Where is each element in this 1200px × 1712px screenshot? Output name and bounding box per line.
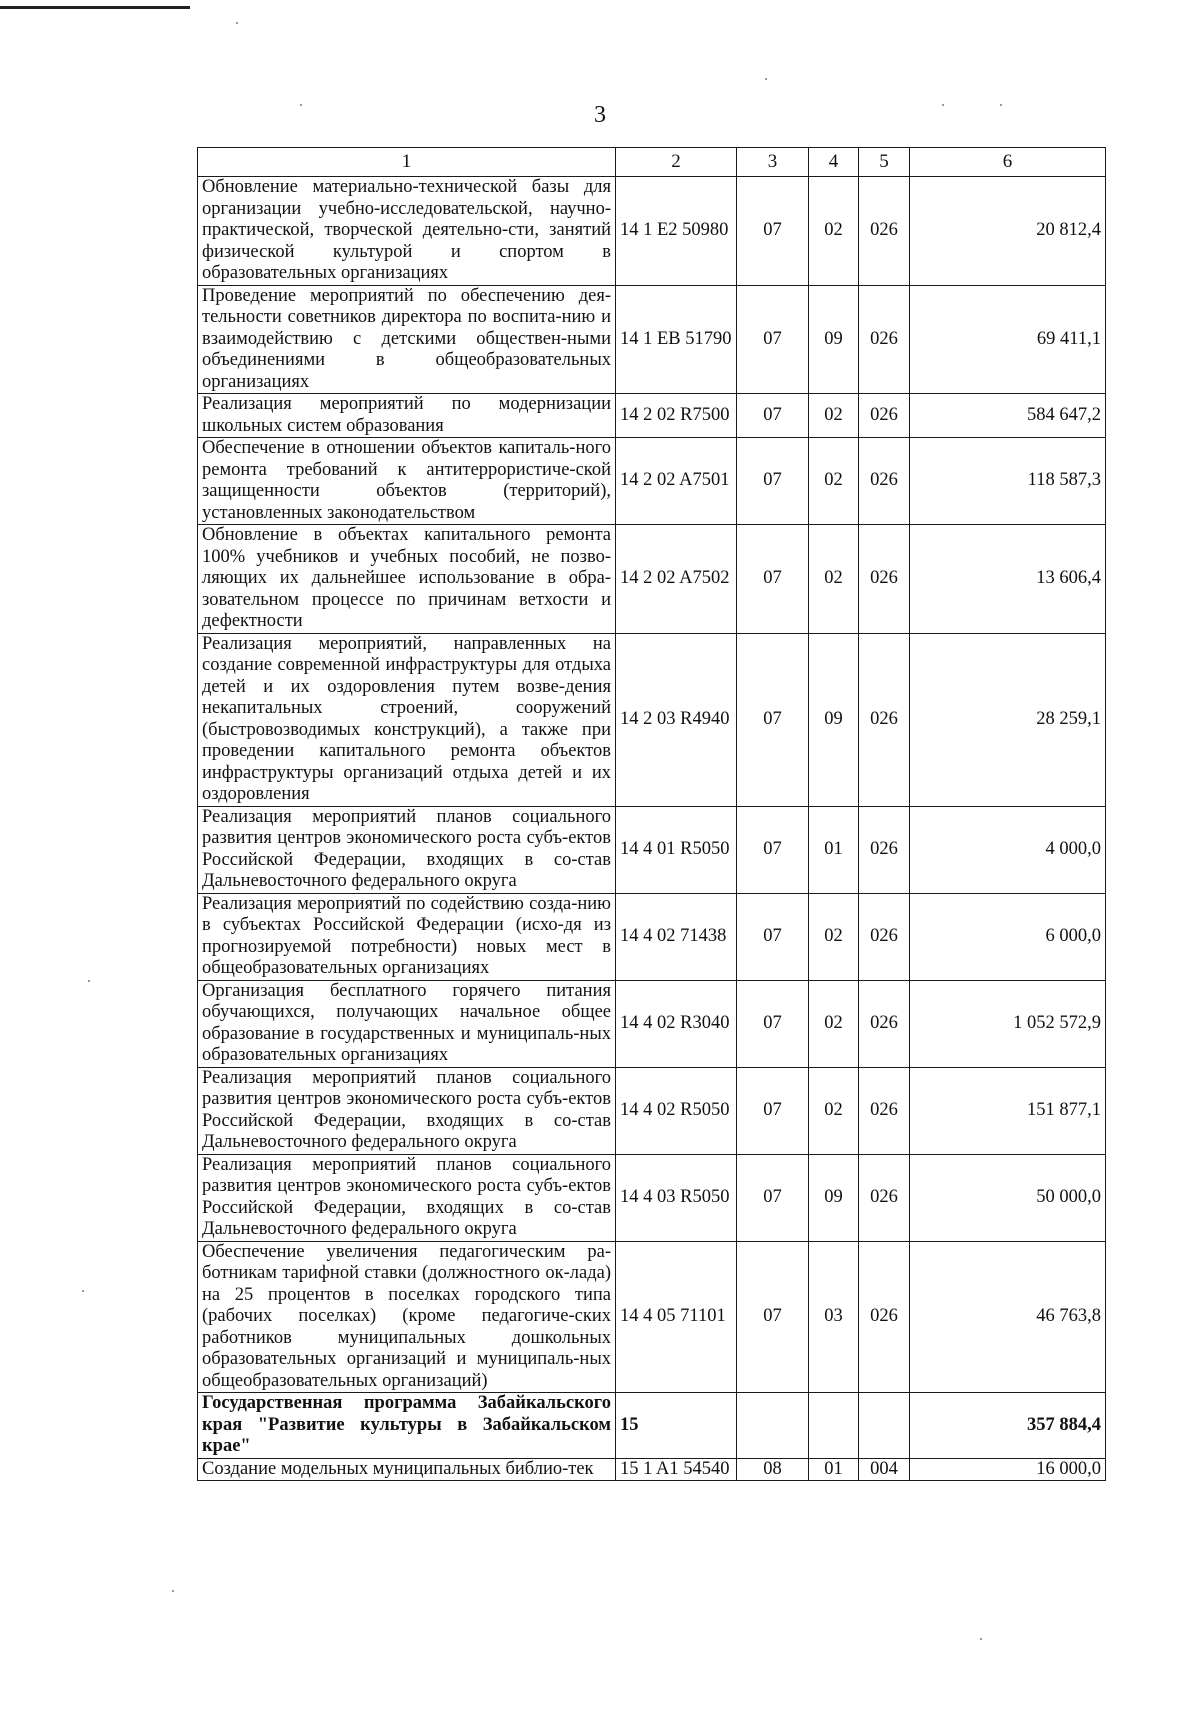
row-amount-cell: 357 884,4 [910, 1393, 1106, 1459]
row-name-cell: Проведение мероприятий по обеспечению дея-тельности советников директора по воспита-нию и взаимодействию с детскими обществен-ными объединениями в общеобразовательных организациях [198, 285, 616, 394]
column-header: 3 [737, 148, 809, 177]
row-name-cell: Создание модельных муниципальных библио-тек [198, 1458, 616, 1481]
row-code-cell: 14 4 02 R3040 [616, 980, 737, 1067]
table-row [198, 394, 1106, 438]
row-subsection-cell: 01 [809, 1458, 859, 1481]
column-header: 6 [910, 148, 1106, 177]
table-row [198, 633, 1106, 806]
row-subsection-cell: 02 [809, 438, 859, 525]
row-subsection-cell: 01 [809, 806, 859, 893]
scan-speck [236, 22, 238, 24]
row-amount-cell: 118 587,3 [910, 438, 1106, 525]
row-name-cell: Реализация мероприятий планов социального развития центров экономического роста субъ-ектов Российской Федерации, входящих в со-став Дальневосточного федерального округа [198, 1154, 616, 1241]
row-subsection-cell: 02 [809, 525, 859, 634]
row-amount-cell: 50 000,0 [910, 1154, 1106, 1241]
column-header: 2 [616, 148, 737, 177]
row-ministry-cell: 026 [859, 177, 910, 286]
table-row [198, 980, 1106, 1067]
scan-speck [1000, 104, 1002, 106]
row-name-cell: Обеспечение увеличения педагогическим ра-ботникам тарифной ставки (должностного ок-лада) на 25 процентов в поселках городского типа (рабочих поселках) (кроме педагогиче-ских работников муниципальных дошкольных образовательных организаций и муниципаль-ных общеобразовательных организаций) [198, 1241, 616, 1393]
row-name-cell: Организация бесплатного горячего питания обучающихся, получающих начальное общее образование в государственных и муниципаль-ных образовательных организациях [198, 980, 616, 1067]
row-ministry-cell: 026 [859, 893, 910, 980]
row-name-cell: Обновление материально-технической базы для организации учебно-исследовательской, научно-практической, творческой деятельно-сти, занятий физической культурой и спортом в образовательных организациях [198, 177, 616, 286]
row-ministry-cell: 026 [859, 285, 910, 394]
row-amount-cell: 20 812,4 [910, 177, 1106, 286]
row-section-cell [737, 1393, 809, 1459]
scan-speck [82, 1290, 84, 1292]
row-ministry-cell: 026 [859, 438, 910, 525]
row-section-cell: 07 [737, 177, 809, 286]
row-section-cell: 07 [737, 438, 809, 525]
row-amount-cell: 16 000,0 [910, 1458, 1106, 1481]
row-subsection-cell: 02 [809, 980, 859, 1067]
row-subsection-cell: 09 [809, 633, 859, 806]
row-code-cell: 14 4 02 R5050 [616, 1067, 737, 1154]
row-ministry-cell: 026 [859, 1241, 910, 1393]
table-row [198, 1154, 1106, 1241]
row-code-cell: 14 4 05 71101 [616, 1241, 737, 1393]
table-row [198, 285, 1106, 394]
table-row [198, 806, 1106, 893]
scan-speck [942, 104, 944, 106]
row-section-cell: 07 [737, 1241, 809, 1393]
row-subsection-cell: 02 [809, 394, 859, 438]
page-number: 3 [594, 102, 606, 128]
row-subsection-cell: 02 [809, 1067, 859, 1154]
row-amount-cell: 69 411,1 [910, 285, 1106, 394]
row-section-cell: 08 [737, 1458, 809, 1481]
row-amount-cell: 13 606,4 [910, 525, 1106, 634]
row-code-cell: 14 4 03 R5050 [616, 1154, 737, 1241]
row-section-cell: 07 [737, 525, 809, 634]
row-name-cell: Реализация мероприятий планов социального развития центров экономического роста субъ-ектов Российской Федерации, входящих в со-став Дальневосточного федерального округа [198, 806, 616, 893]
row-name-cell: Реализация мероприятий по модернизации школьных систем образования [198, 394, 616, 438]
row-amount-cell: 46 763,8 [910, 1241, 1106, 1393]
row-ministry-cell: 026 [859, 806, 910, 893]
row-name-cell: Реализация мероприятий планов социального развития центров экономического роста субъ-ектов Российской Федерации, входящих в со-став Дальневосточного федерального округа [198, 1067, 616, 1154]
row-ministry-cell: 026 [859, 394, 910, 438]
row-section-cell: 07 [737, 633, 809, 806]
scan-speck [765, 78, 767, 80]
column-header: 1 [198, 148, 616, 177]
row-ministry-cell [859, 1393, 910, 1459]
row-code-cell: 14 2 02 A7501 [616, 438, 737, 525]
row-code-cell: 14 2 03 R4940 [616, 633, 737, 806]
row-section-cell: 07 [737, 1154, 809, 1241]
table-row [198, 1393, 1106, 1459]
row-subsection-cell: 02 [809, 177, 859, 286]
row-section-cell: 07 [737, 394, 809, 438]
table-row [198, 438, 1106, 525]
table-row [198, 177, 1106, 286]
row-amount-cell: 151 877,1 [910, 1067, 1106, 1154]
row-name-cell: Реализация мероприятий, направленных на создание современной инфраструктуры для отдыха детей и их оздоровления путем возве-дения некапитальных строений, сооружений (быстровозводимых конструкций), а также при проведении капитального ремонта объектов инфраструктуры организаций отдыха детей и их оздоровления [198, 633, 616, 806]
row-section-cell: 07 [737, 285, 809, 394]
row-name-cell: Реализация мероприятий по содействию созда-нию в субъектах Российской Федерации (исхо-дя из прогнозируемой потребности) новых мест в общеобразовательных организациях [198, 893, 616, 980]
row-amount-cell: 28 259,1 [910, 633, 1106, 806]
scan-speck [300, 104, 302, 106]
row-subsection-cell: 09 [809, 285, 859, 394]
row-name-cell: Обновление в объектах капитального ремонта 100% учебников и учебных пособий, не позво-ляющих их дальнейшее использование в обра-зовательном процессе по причинам ветхости и дефектности [198, 525, 616, 634]
row-code-cell: 14 2 02 R7500 [616, 394, 737, 438]
row-code-cell: 14 4 01 R5050 [616, 806, 737, 893]
row-name-cell: Государственная программа Забайкальского края "Развитие культуры в Забайкальском крае" [198, 1393, 616, 1459]
scan-speck [88, 980, 90, 982]
row-section-cell: 07 [737, 980, 809, 1067]
row-subsection-cell [809, 1393, 859, 1459]
row-subsection-cell: 02 [809, 893, 859, 980]
row-subsection-cell: 03 [809, 1241, 859, 1393]
row-code-cell: 14 1 EB 51790 [616, 285, 737, 394]
row-code-cell: 15 [616, 1393, 737, 1459]
scan-speck [980, 1638, 982, 1640]
table-row [198, 1458, 1106, 1481]
row-ministry-cell: 026 [859, 633, 910, 806]
column-header: 5 [859, 148, 910, 177]
row-ministry-cell: 004 [859, 1458, 910, 1481]
row-code-cell: 14 4 02 71438 [616, 893, 737, 980]
table-row [198, 525, 1106, 634]
row-code-cell: 14 2 02 A7502 [616, 525, 737, 634]
row-ministry-cell: 026 [859, 1067, 910, 1154]
table-body [198, 148, 1106, 1481]
table-row [198, 1067, 1106, 1154]
row-amount-cell: 1 052 572,9 [910, 980, 1106, 1067]
row-amount-cell: 6 000,0 [910, 893, 1106, 980]
row-amount-cell: 4 000,0 [910, 806, 1106, 893]
row-ministry-cell: 026 [859, 525, 910, 634]
row-subsection-cell: 09 [809, 1154, 859, 1241]
column-header: 4 [809, 148, 859, 177]
row-amount-cell: 584 647,2 [910, 394, 1106, 438]
table-row [198, 1241, 1106, 1393]
row-ministry-cell: 026 [859, 980, 910, 1067]
row-section-cell: 07 [737, 806, 809, 893]
table-row [198, 893, 1106, 980]
scan-edge-line [0, 6, 190, 9]
row-ministry-cell: 026 [859, 1154, 910, 1241]
budget-allocation-table [197, 147, 1106, 1481]
row-name-cell: Обеспечение в отношении объектов капиталь-ного ремонта требований к антитеррористиче-ской защищенности объектов (территорий), установленных законодательством [198, 438, 616, 525]
row-section-cell: 07 [737, 893, 809, 980]
row-code-cell: 14 1 E2 50980 [616, 177, 737, 286]
row-code-cell: 15 1 A1 54540 [616, 1458, 737, 1481]
column-number-row [198, 148, 1106, 177]
scan-speck [172, 1590, 174, 1592]
row-section-cell: 07 [737, 1067, 809, 1154]
